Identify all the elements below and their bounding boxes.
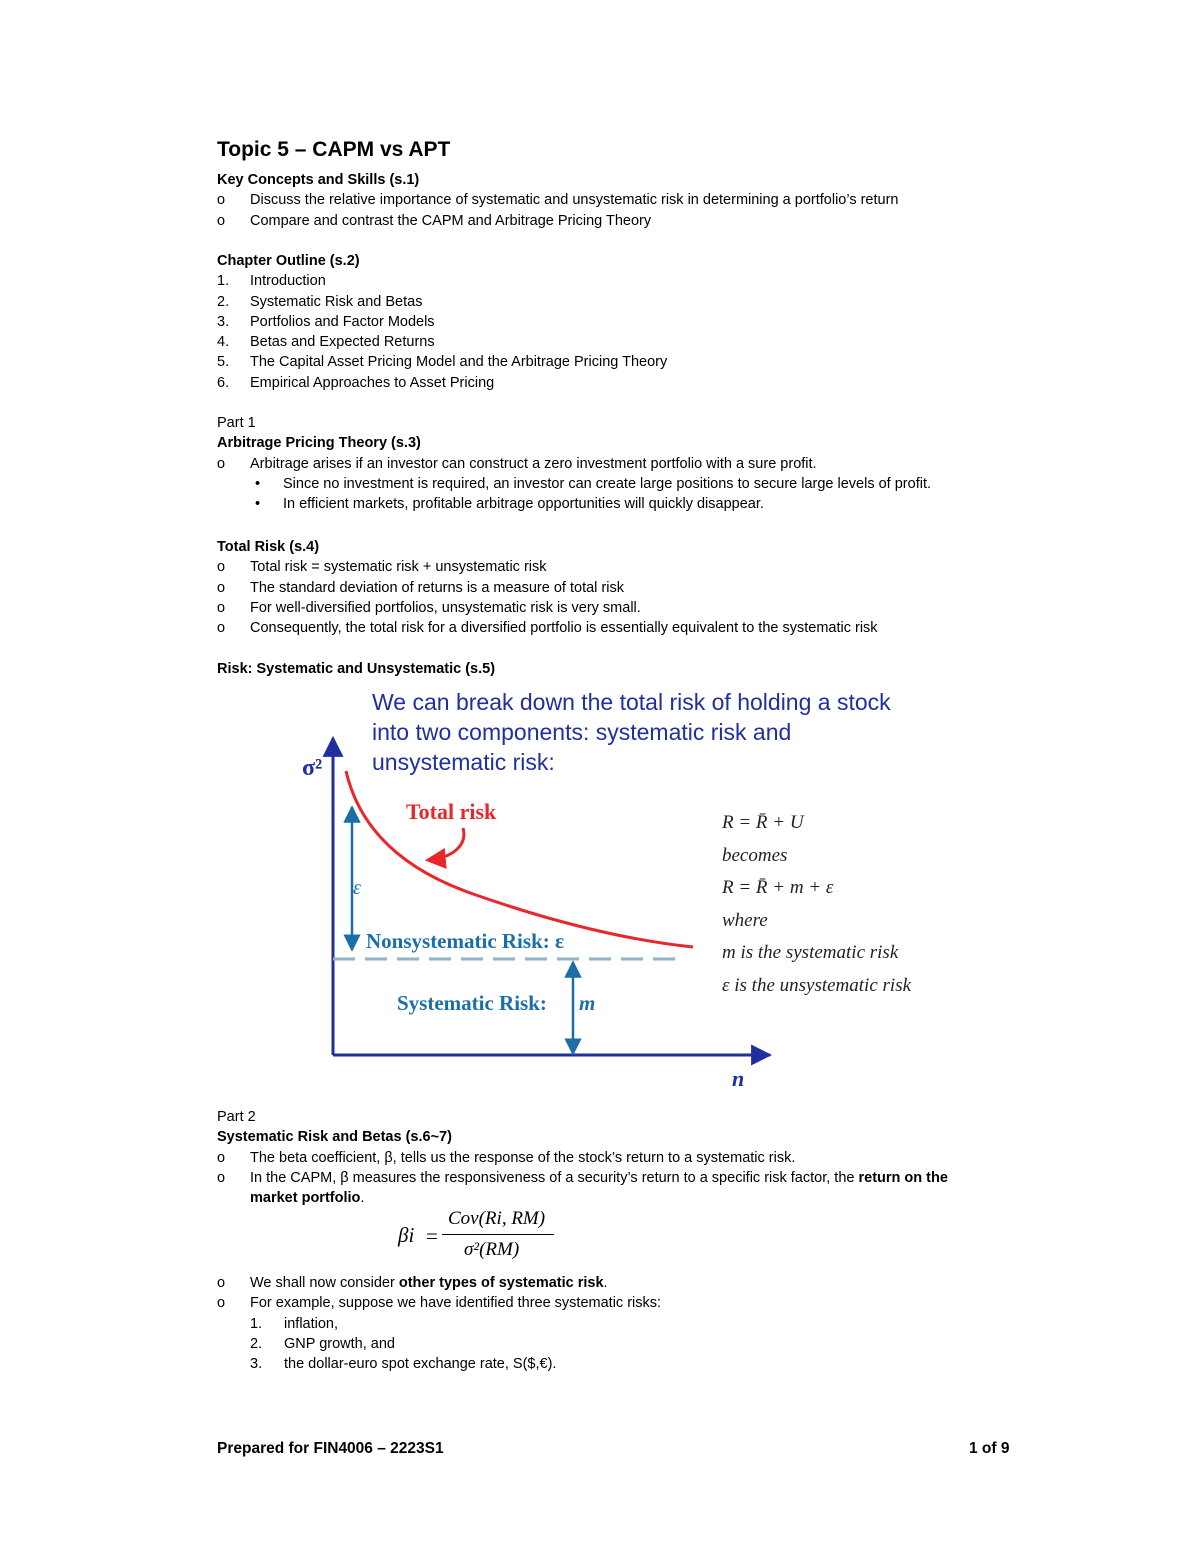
equation-line: R = R̄ + U	[722, 812, 804, 833]
part1-label: Part 1	[217, 415, 256, 431]
page-title: Topic 5 – CAPM vs APT	[217, 138, 451, 161]
list-marker: 1.	[217, 273, 230, 290]
list-item-text: Betas and Expected Returns	[250, 334, 435, 351]
list-marker: o	[217, 1275, 226, 1291]
list-item	[217, 557, 1017, 577]
total-risk-curve	[346, 771, 693, 947]
list-item	[217, 1273, 1017, 1293]
list-item	[217, 271, 1017, 291]
list-marker: o	[217, 1169, 226, 1186]
list-item-text: The beta coefficient, β, tells us the response of the stock’s return to a systematic risk.	[250, 1149, 796, 1166]
key-concepts-heading: Key Concepts and Skills (s.1)	[217, 172, 420, 188]
list-item-text	[250, 1168, 948, 1188]
betas-heading: Systematic Risk and Betas (s.6~7)	[217, 1129, 452, 1146]
bold-text-run: return on the	[858, 1169, 948, 1186]
list-item	[217, 578, 1017, 598]
list-item-text: The Capital Asset Pricing Model and the Arbitrage Pricing Theory	[250, 354, 668, 371]
equation-line: where	[722, 909, 768, 931]
list-item-text: Portfolios and Factor Models	[250, 313, 435, 330]
nonsystematic-risk-label: Nonsystematic Risk: ε	[366, 929, 564, 953]
sub-bullet-text: Since no investment is required, an investor can create large positions to secure large levels of profit.	[283, 475, 932, 492]
list-marker: 3.	[217, 313, 230, 330]
list-marker: 5.	[217, 354, 230, 371]
bullet-marker: •	[255, 496, 261, 513]
risk-figure	[296, 683, 936, 1093]
total-risk-pointer-arrow	[429, 828, 464, 860]
risk-equation	[722, 807, 942, 1007]
list-item-text: For example, suppose we have identified three systematic risks:	[250, 1295, 662, 1312]
equation-line: m is the systematic risk	[722, 942, 899, 963]
risk-figure-heading: Risk: Systematic and Unsystematic (s.5)	[217, 661, 496, 677]
equation-line: ε is the unsystematic risk	[722, 974, 912, 996]
part2-section	[217, 1107, 1017, 1208]
text-run: In the CAPM, β measures the responsiveness of a security’s return to a specific risk factor, the	[250, 1169, 859, 1186]
total-risk-section	[217, 537, 1017, 638]
text-run: .	[360, 1190, 365, 1207]
y-axis-label: σ²	[302, 755, 323, 781]
fraction-bar	[442, 1234, 554, 1235]
list-marker: 6.	[217, 374, 230, 391]
list-item	[217, 190, 1017, 210]
list-item-text: For well-diversified portfolios, unsystematic risk is very small.	[250, 599, 641, 616]
list-marker: 2.	[250, 1335, 263, 1352]
list-marker: 2.	[217, 293, 230, 310]
list-marker: o	[217, 559, 226, 576]
systematic-risk-label: Systematic Risk:	[397, 991, 547, 1015]
list-marker: o	[217, 455, 226, 472]
list-item	[217, 1293, 1017, 1313]
list-item	[217, 373, 1017, 393]
list-item-text: Compare and contrast the CAPM and Arbitrage Pricing Theory	[250, 212, 652, 229]
part1-section	[217, 413, 1017, 514]
formula-lhs: βi	[398, 1223, 415, 1247]
list-item-continuation	[217, 1188, 1017, 1208]
list-marker: o	[217, 1295, 226, 1312]
list-item-text: Consequently, the total risk for a diversified portfolio is essentially equivalent to the systematic risk	[250, 620, 878, 637]
list-item-text	[250, 1188, 364, 1208]
formula-denominator: σ²(RM)	[464, 1239, 520, 1260]
list-item-text	[250, 1273, 608, 1293]
list-marker: o	[217, 212, 226, 229]
part2-label: Part 2	[217, 1109, 256, 1125]
list-marker: o	[217, 1149, 226, 1166]
chapter-outline-heading: Chapter Outline (s.2)	[217, 253, 360, 269]
figure-headline: We can break down the total risk of holding a stock into two components: systematic risk and unsystematic risk:	[372, 689, 891, 775]
numbered-sub-item	[217, 1354, 1017, 1374]
text-run: We shall now consider	[250, 1275, 399, 1291]
sub-bullet-text: In efficient markets, profitable arbitrage opportunities will quickly disappear.	[283, 496, 764, 513]
total-risk-heading: Total Risk (s.4)	[217, 539, 320, 555]
arbitrage-heading: Arbitrage Pricing Theory (s.3)	[217, 435, 421, 452]
list-item-text: Systematic Risk and Betas	[250, 293, 423, 310]
list-item-text: GNP growth, and	[284, 1335, 395, 1352]
total-risk-label: Total risk	[406, 799, 497, 824]
part2-continued	[217, 1273, 1017, 1374]
list-marker: o	[217, 192, 226, 209]
list-item-text: the dollar-euro spot exchange rate, S($,€).	[284, 1356, 557, 1373]
formula-numerator: Cov(Ri, RM)	[448, 1208, 546, 1229]
equation-line: R = R̄ + m + ε	[722, 877, 834, 898]
list-item-text: inflation,	[284, 1315, 339, 1332]
list-item	[217, 618, 1017, 638]
list-item	[217, 292, 1017, 312]
list-item-text: Discuss the relative importance of systematic and unsystematic risk in determining a portfolio’s return	[250, 192, 899, 209]
numbered-sub-item	[217, 1334, 1017, 1354]
footer-page-number: 1 of 9	[969, 1440, 1010, 1457]
equation-line: becomes	[722, 844, 788, 866]
x-axis-label: n	[732, 1066, 745, 1091]
list-item	[217, 1148, 1017, 1168]
list-marker: 4.	[217, 334, 230, 351]
beta-formula	[398, 1206, 558, 1266]
bullet-marker: •	[255, 475, 261, 492]
list-marker: o	[217, 599, 226, 616]
list-item-text: Total risk = systematic risk + unsystematic risk	[250, 559, 547, 576]
list-item	[217, 332, 1017, 352]
list-item	[217, 1168, 1017, 1188]
list-item	[217, 352, 1017, 372]
chapter-outline-section	[217, 251, 1017, 393]
list-marker: 3.	[250, 1356, 263, 1373]
epsilon-label: ε	[353, 877, 361, 899]
bold-text-run: market portfolio	[250, 1190, 361, 1207]
equals-sign: =	[426, 1224, 438, 1248]
sub-bullet-item	[217, 494, 1017, 514]
list-marker: 1.	[250, 1315, 263, 1332]
list-item	[217, 211, 1017, 231]
list-item	[217, 312, 1017, 332]
list-item-text: The standard deviation of returns is a measure of total risk	[250, 579, 624, 596]
list-item-text: Arbitrage arises if an investor can construct a zero investment portfolio with a sure profit.	[250, 455, 817, 472]
list-item-text: Introduction	[250, 273, 326, 290]
footer-course: Prepared for FIN4006 – 2223S1	[217, 1440, 444, 1457]
bold-text-run: other types of systematic risk	[398, 1275, 604, 1291]
list-item	[217, 598, 1017, 618]
systematic-risk-symbol: m	[579, 991, 596, 1015]
list-marker: o	[217, 620, 226, 637]
list-marker: o	[217, 579, 226, 596]
numbered-sub-item	[217, 1314, 1017, 1334]
list-item-text: Empirical Approaches to Asset Pricing	[250, 374, 495, 391]
text-run: .	[603, 1275, 608, 1291]
list-item	[217, 454, 1017, 474]
sub-bullet-item	[217, 474, 1017, 494]
key-concepts-section	[217, 170, 1017, 231]
